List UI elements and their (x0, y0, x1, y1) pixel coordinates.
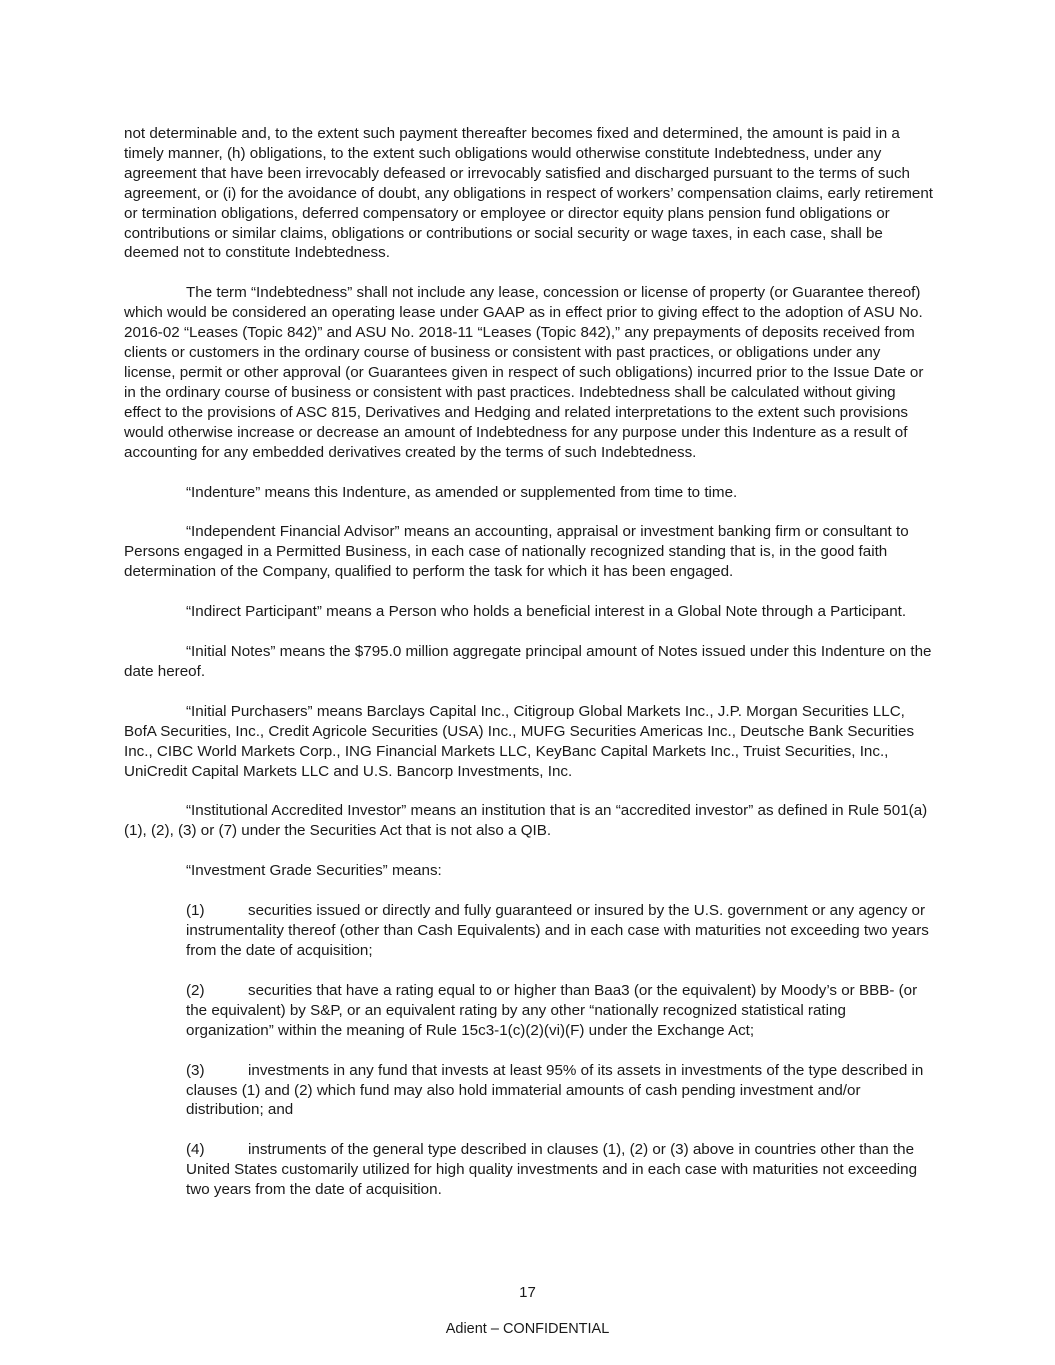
clause-text: securities issued or directly and fully guaranteed or insured by the U.S. government or any agency or instrumentality thereof (other than Cash Equivalents) and in each case with maturities not exceeding two years from the date of acquisition; (186, 902, 929, 959)
clause-3 (186, 1061, 934, 1121)
clause-text: instruments of the general type described in clauses (1), (2) or (3) above in countries other than the United States customarily utilized for high quality investments and in each case with maturities not exceeding two years from the date of acquisition. (186, 1141, 918, 1199)
definition-independent-financial-advisor: “Independent Financial Advisor” means an accounting, appraisal or investment banking firm or consultant to Persons engaged in a Permitted Business, in each case of nationally recognized standing that is, in the good faith determination of the Company, qualified to perform the task for which it has been engaged. (124, 523, 909, 581)
definition-indenture: “Indenture” means this Indenture, as amended or supplemented from time to time. (186, 483, 738, 501)
paragraph-indebtedness-continued: not determinable and, to the extent such payment thereafter becomes fixed and determined, the amount is paid in a timely manner, (h) obligations, to the extent such obligations would otherwise constitute Indebtedness, under any agreement that have been irrevocably defeased or irrevocably satisfied and discharged pursuant to the terms of such agreement, or (i) for the avoidance of doubt, any obligations in respect of workers’ compensation claims, early retirement or termination obligations, deferred compensatory or employee or director equity plans pension fund obligations or contributions or similar claims, obligations or contributions or social security or wage taxes, in each case, shall be deemed not to constitute Indebtedness. (124, 125, 933, 262)
definition-initial-purchasers: “Initial Purchasers” means Barclays Capital Inc., Citigroup Global Markets Inc., J.P. Morgan Securities LLC, BofA Securities, Inc., Credit Agricole Securities (USA) Inc., MUFG Securities Americas Inc., Deutsche Bank Securities Inc., CIBC World Markets Corp., ING Financial Markets LLC, KeyBanc Capital Markets Inc., Truist Securities, Inc., UniCredit Capital Markets LLC and U.S. Bancorp Investments, Inc. (124, 702, 915, 780)
clause-number: (2) (186, 981, 205, 999)
definition-initial-notes: “Initial Notes” means the $795.0 million aggregate principal amount of Notes issued under this Indenture on the date hereof. (124, 643, 932, 680)
clause-number: (3) (186, 1061, 205, 1079)
clause-1 (186, 901, 934, 961)
page-number: 17 (519, 1284, 536, 1301)
clause-text: investments in any fund that invests at least 95% of its assets in investments of the type described in clauses (1) and (2) which fund may also hold immaterial amounts of cash pending investment and/or distribution; and (186, 1061, 924, 1119)
confidential-footer: Adient – CONFIDENTIAL (445, 1321, 610, 1337)
clause-number: (4) (186, 1141, 205, 1159)
document-body (124, 124, 934, 1220)
paragraph-indebtedness-exclusions: The term “Indebtedness” shall not include any lease, concession or license of property (or Guarantee thereof) which would be considered an operating lease under GAAP as in effect prior to giving effect to the adoption of ASU No. 2016-02 “Leases (Topic 842)” and ASU No. 2018-11 “Leases (Topic 842),” any prepayments of deposits received from clients or customers in the ordinary course of business or consistent with past practices, or obligations under any license, permit or other approval (or Guarantees given in respect of such obligations) incurred prior to the Issue Date or in the ordinary course of business or consistent with past practices. Indebtedness shall be calculated without giving effect to the provisions of ASC 815, Derivatives and Hedging and related interpretations to the extent such provisions would otherwise increase or decrease an amount of Indebtedness for any purpose under this Indenture as a result of accounting for any embedded derivatives created by the terms of such Indebtedness. (124, 284, 924, 461)
definition-indirect-participant: “Indirect Participant” means a Person who holds a beneficial interest in a Global Note through a Participant. (186, 603, 907, 621)
clause-2 (186, 981, 934, 1041)
clause-number: (1) (186, 902, 205, 920)
clause-4 (186, 1140, 934, 1200)
definition-investment-grade-securities: “Investment Grade Securities” means: (186, 862, 442, 880)
clause-text: securities that have a rating equal to or higher than Baa3 (or the equivalent) by Moody’s or BBB- (or the equivalent) by S&P, or an equivalent rating by any other “nationally recognized statistical rating organization” within the meaning of Rule 15c3-1(c)(2)(vi)(F) under the Exchange Act; (186, 981, 918, 1039)
definition-institutional-accredited-investor: “Institutional Accredited Investor” means an institution that is an “accredited investor” as defined in Rule 501(a)(1), (2), (3) or (7) under the Securities Act that is not also a QIB. (124, 802, 928, 840)
